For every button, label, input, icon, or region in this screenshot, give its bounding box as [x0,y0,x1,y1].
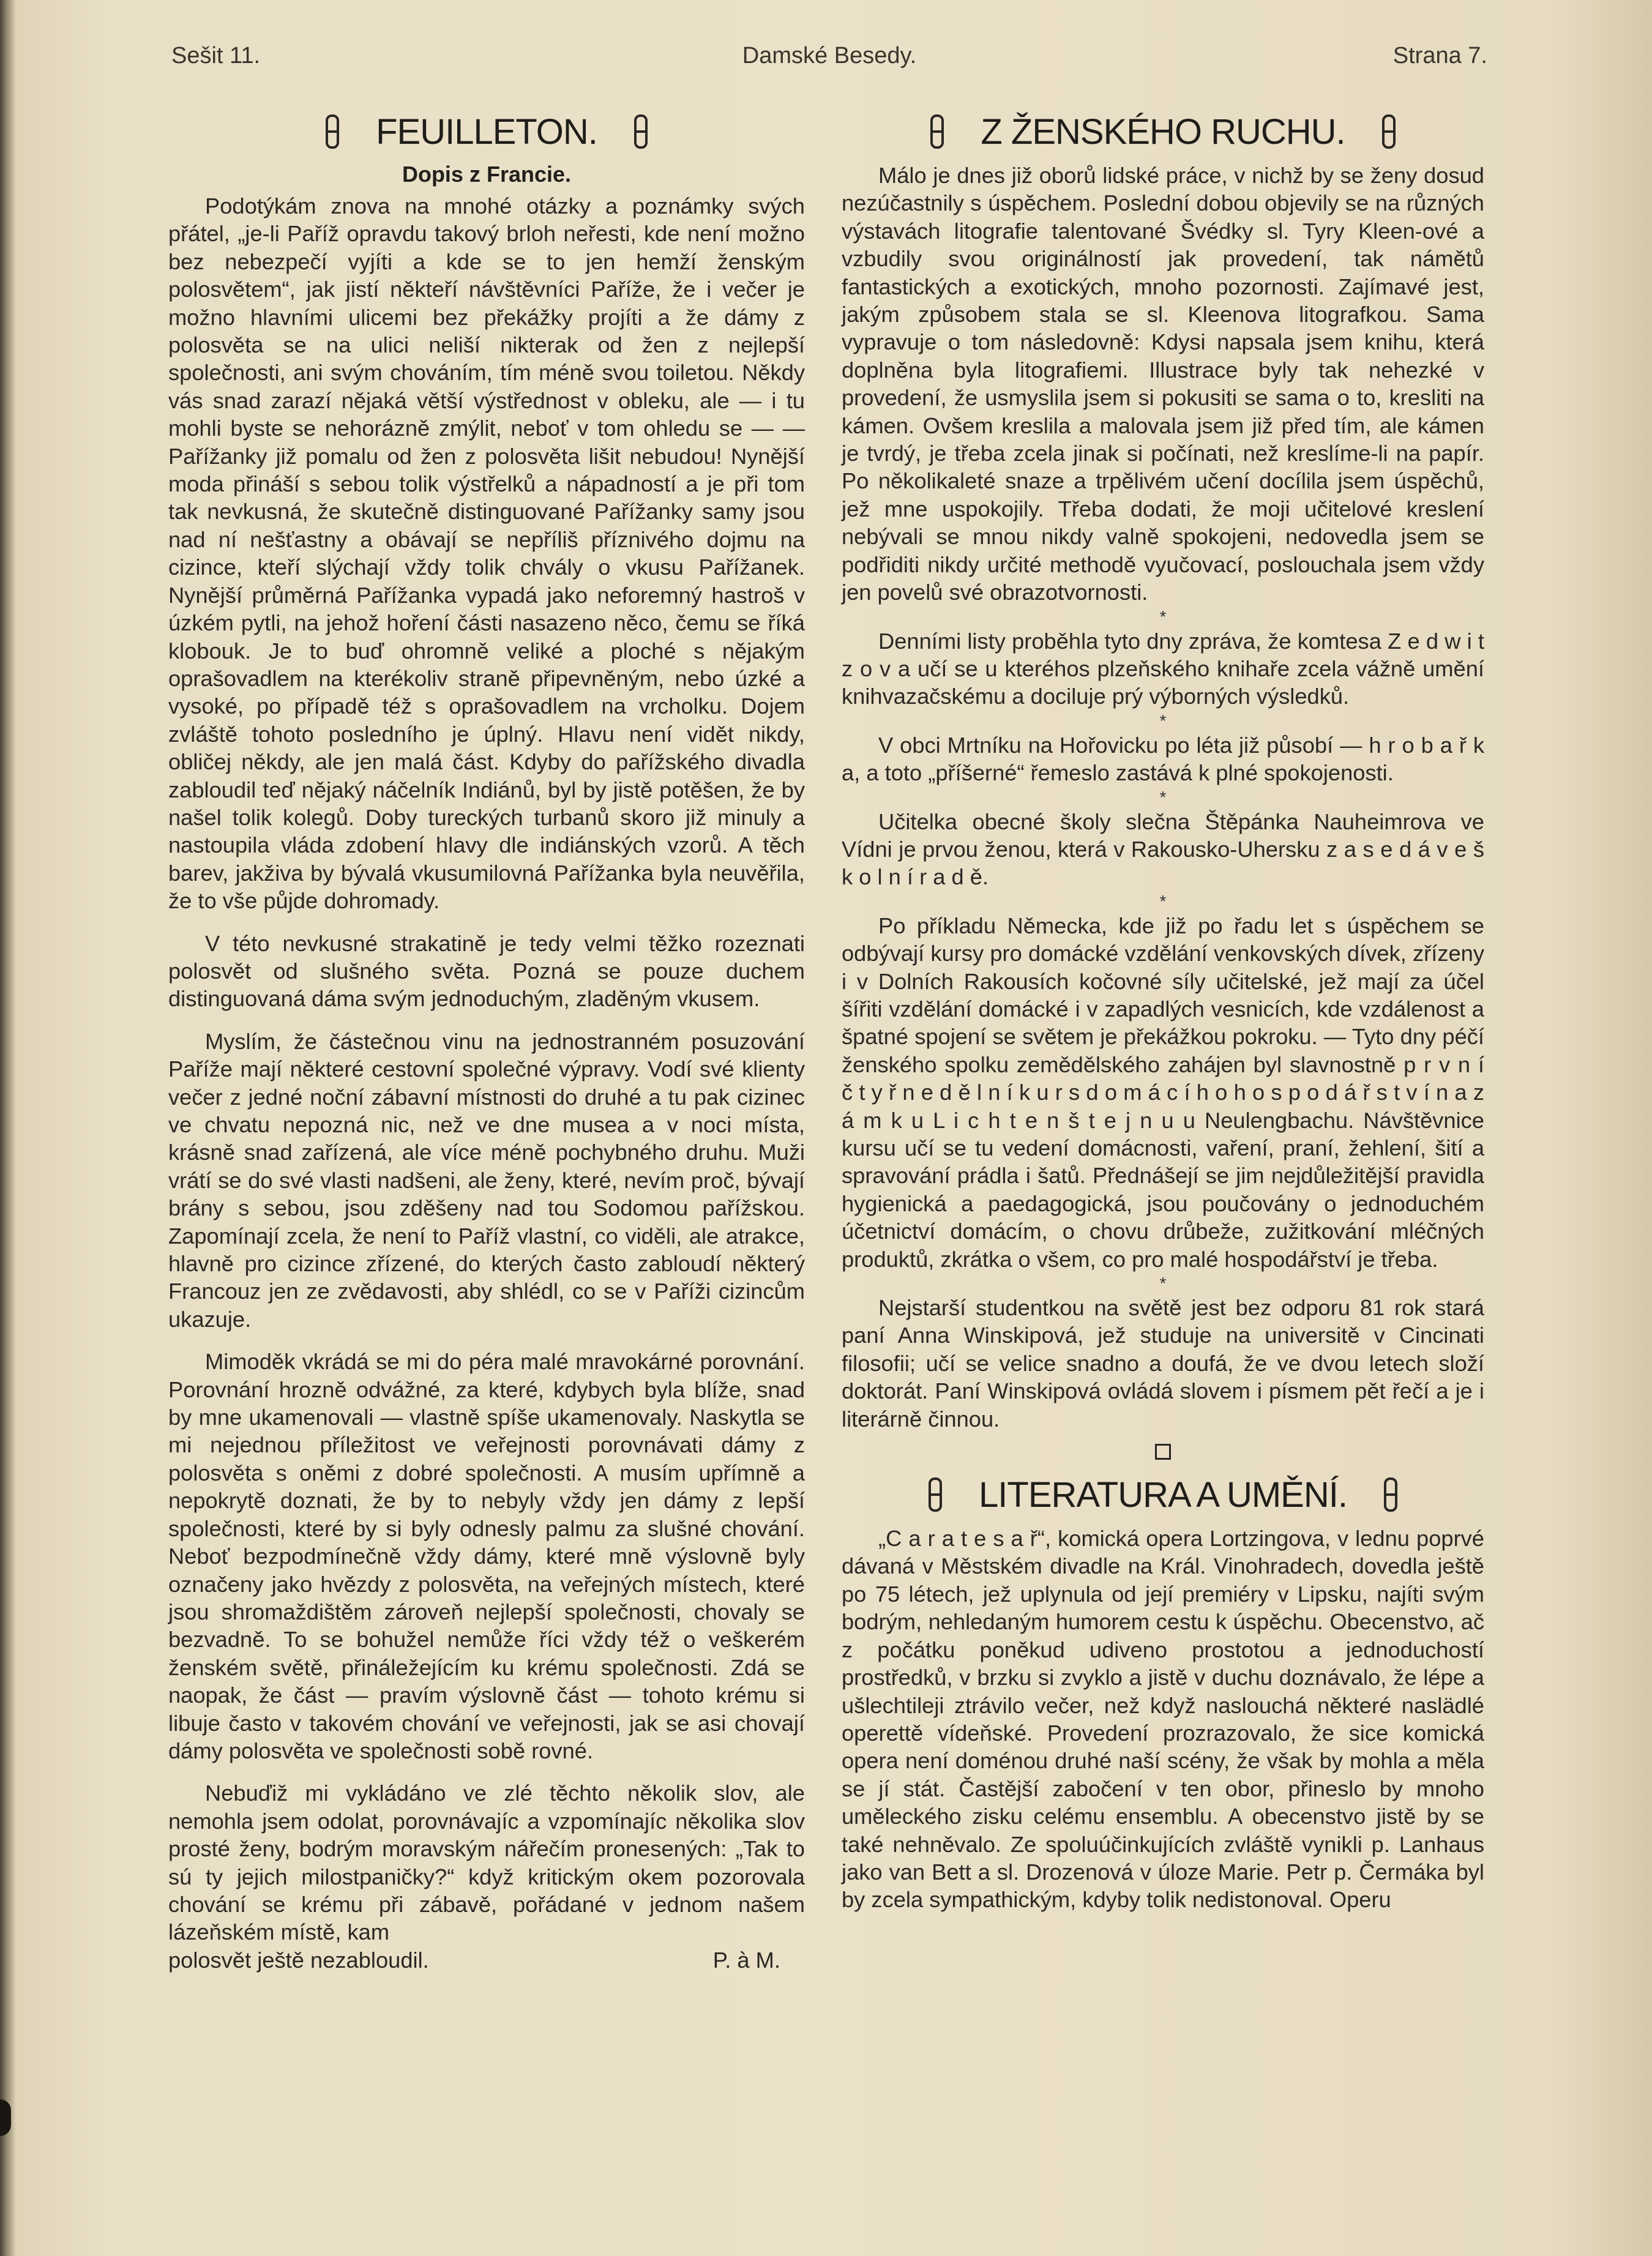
ornament-icon [1384,1477,1397,1512]
section-divider-square [1155,1444,1171,1460]
literature-heading [842,1467,1484,1522]
feuilleton-title: FEUILLETON. [376,111,597,152]
feuilleton-signature: P. à M. [712,1947,780,1973]
feuilleton-last-line: polosvět ještě nezabloudil. [168,1947,429,1973]
page-header [171,43,1487,80]
binding-mark [0,2099,11,2136]
separator-star: * [1159,1274,1167,1293]
feuilleton-closing-line [168,1946,805,1974]
ornament-icon [1382,114,1396,149]
page-edge-shadow [0,0,16,2256]
separator-star: * [1159,787,1167,807]
feuilleton-paragraph: Mimoděk vkrádá se mi do péra malé mravokárné porovnání. Porovnání hrozně odvážné, za které, kdybych byla blíže, snad by mne ukamenovali — vlastně spíše ukamenovaly. Naskytla se mi nejednou příležitost ve veřejnosti porovnávati dámy z polosvěta s oněmi z dobré společnosti. A musím upřímně a nepokrytě doznati, že by to nebyly vždy jen dámy z lepší společnosti, které by si byly odnesly palmu za slušné chování. Neboť bezpodmínečně vždy dámy, které mně výslovně byly označeny jako hvězdy z polosvěta, na veřejných místech, které jsou shromaždištěm zároveň nejlepší společnosti, chovaly se bezvadně. To se bohužel nemůže říci vždy též o veškerém ženském světě, přináležejícím ku krému společnosti. Zdá se naopak, že část — pravím výslovně část — tohoto krému si libuje často v takovém chování ve veřejnosti, jak se asi chovají dámy polosvěta ve společnosti sobě rovné. [168,1349,805,1763]
ornament-icon [929,1477,942,1512]
feuilleton-paragraph: Myslím, že částečnou vinu na jednostranném posuzování Paříže mají některé cestovní společné výpravy. Vodí své klienty večer z jedné noční zábavní místnosti do druhé a tu pak cizinec ve chvatu nepozná nic, než ve dne musea a v noci místa, krásně snad zařízená, ale více méně pochybného druhu. Muži vrátí se do své vlasti nadšeni, ale ženy, které, nevím proč, bývají brány s sebou, jsou zděšeny nad tou Sodomou pařížskou. Zapomínají zcela, že není to Paříž vlastní, co viděli, ale atrakce, hlavně pro cizince zřízené, do kterých často zabloudí některý Francouz jen ze zvědavosti, aby shlédl, co se v Paříži cizincům ukazuje. [168,1028,805,1332]
separator-star: * [1159,711,1167,730]
news-item: Po příkladu Německa, kde již po řadu let s úspěchem se odbývají kursy pro domácké vzdělání venkovských dívek, zřízeny i v Dolních Rakousích kočovné síly učitelské, jež mají za účel šířiti vzdělání domácké i v zapadlých vesnicích, kde vzdálenost a špatné spojení se světem je překážkou pokroku. — Tyto dny péčí ženského spolku zemědělského zahájen byl slavnostně p r v n í č t y ř n e d ě l n í k u r s d o m á c í h o h o s p o d á ř s t v í n a z á m k u L i c h t e n š t e j n u u Neulengbachu. Návštěvnice kursu učí se tu vedení domácnosti, vaření, praní, žehlení, šití a spravování prádla i šatů. Přednášejí se jim nejdůležitější pravidla hygienická a paedagogická, jsou poučovány o jednoduchém účetnictví domácím, o chovu drůbeže, zužitkování mléčných produktů, zkrátka o všem, co pro malé hospodářství je třeba. [842,913,1484,1272]
news-item: Nejstarší studentkou na světě jest bez odporu 81 rok stará paní Anna Winskipová, jež studuje na universitě v Cincinati filosofii; učí se velice snadno a doufá, že ve dvou letech složí doktorát. Paní Winskipová ovládá slovem i písmem pět řečí a je i literárně činnou. [842,1295,1484,1432]
header-periodical-name: Damské Besedy. [742,43,917,69]
feuilleton-heading [168,104,805,159]
feuilleton-paragraph: V této nevkusné strakatině je tedy velmi těžko rozeznati polosvět od slušného světa. Pozná se pouze duchem distinguovaná dáma svým jednoduchým, zladěným vkusem. [168,930,805,1012]
news-item: Málo je dnes již oborů lidské práce, v nichž by se ženy dosud nezúčastnily s úspěchem. Poslední dobou objevily se na různých výstavách litografie talentované Švédky sl. Tyry Kleen-ové a vzbudily svou originálností jak provedení, tak námětů fantastických a exotických, mnoho pozornosti. Zajímavé jest, jakým způsobem stala se sl. Kleenova litografkou. Sama vypravuje o tom následovně: Kdysi napsala jsem knihu, která doplněna byla litografiemi. Illustrace byly tak nehezké v provedení, že usmyslila jsem si pokusiti se sama o to, kresliti na kámen. Ovšem kreslila a malovala jsem již před tím, ale kámen je tvrdý, je třeba zcela jinak si počínati, než kreslíme-li na papír. Po několikaleté snaze a trpělivém učení docílila jsem úspěchů, jež mne uspokojily. Třeba dodati, že moji učitelové kreslení nebývali se mnou nikdy valně spokojeni, nedovedla jsem se podřiditi nikdy určité methodě vyučovací, poslouchala jsem vždy jen povelů své obrazotvornosti. [842,163,1484,605]
ornament-icon [634,114,648,149]
news-item: Denními listy proběhla tyto dny zpráva, že komtesa Z e d w i t z o v a učí se u kteréhos plzeňského knihaře zcela vážně umění knihvazačskému a dociluje prý výborných výsledků. [842,628,1484,709]
women-movement-title: Z ŽENSKÉHO RUCHU. [981,111,1345,152]
ornament-icon [930,114,944,149]
header-page-number: Strana 7. [1392,43,1487,69]
ornament-icon [326,114,339,149]
left-column [168,104,805,1974]
literature-paragraph: „C a r a t e s a ř“, komická opera Lortzingova, v lednu poprvé dávaná v Městském divadle na Král. Vinohradech, dovedla ještě po 75 létech, jež uplynula od její premiéry v Lipsku, najíti svým bodrým, nehledaným humorem cestu k úspěchu. Obecenstvo, ač z počátku poněkud udiveno prostotou a jednoduchostí prostředků, v brzku si zvyklo a jistě v duchu doznávalo, že lépe a ušlechtileji ztrávilo večer, než když naslouchá některé naslädlé operettě vídeňské. Provedení prozrazovalo, že sice komická opera není doménou druhé naší scény, že však by mohla a měla se jí stát. Častější zabočení v ten obor, přineslo by mnoho uměleckého zisku celému ensemblu. A obecenstvo jistě by se také nehněvalo. Ze spoluúčinkujících zvláště vynikli p. Lanhaus jako van Bett a sl. Drozenová v úloze Marie. Petr p. Čermáka byl by zcela sympathickým, kdyby tolik nedistonoval. Operu [842,1526,1484,1913]
separator-star: * [1159,891,1167,911]
women-movement-heading [842,104,1484,159]
separator-star: * [1159,607,1167,626]
news-item: V obci Mrtníku na Hořovicku po léta již působí — h r o b a ř k a, a toto „příšerné“ řemeslo zastává k plné spokojenosti. [842,732,1484,786]
news-item: Učitelka obecné školy slečna Štěpánka Nauheimrova ve Vídni je prvou ženou, která v Rakousko-Uhersku z a s e d á v e š k o l n í r a d ě. [842,809,1484,890]
feuilleton-paragraph: Podotýkám znova na mnohé otázky a poznámky svých přátel, „je-li Paříž opravdu takový brloh neřesti, kde není možno bez nebezpečí vyjíti a kde se to jen hemží ženským polosvětem“, jak jistí někteří návštěvníci Paříže, že i večer je možno hlavními ulicemi bez překážky projíti a že dámy z polosvěta se na ulici neliší nikterak od žen z nejlepší společnosti, ani svým chováním, tím méně svou toiletou. Někdy vás snad zarazí nějaká větší výstřednost v obleku, ale — i tu mohli byste se nehorázně zmýlit, neboť v tom ohledu se — — Pařížanky již pomalu od žen z polosvěta lišit nebudou! Nynější moda přináší s sebou tolik výstřelků a nápadností a je při tom tak nevkusná, že skutečně distinguované Pařížanky samy jsou nad ní nešťastny a obávají se nepříliš příznivého dojmu na cizince, kteří slýchají vždy tolik chvály o vkusu Pařížanek. Nynější průměrná Pařížanka vypadá jako neforemný hastroš v úzkém pytli, na jehož hoření části nasazeno něco, čemu se říká klobouk. Je to buď ohromně veliké a ploché s nějakým oprašovadlem na kterékoliv straně připevněným, nebo úzké a vysoké, po případě též s oprašovadlem na vrcholku. Dojem zvláště tohoto posledního je úplný. Hlavu není vidět nikdy, obličej někdy, ale jen malá část. Kdyby do pařížského divadla zabloudil teď nějaký náčelník Indiánů, byl by jistě potěšen, že by našel tolik kolegů. Doby tureckých turbanů skoro již minuly a nastoupila vláda zdobení hlavy dle indiánských vzorů. A těch barev, jakživa by bývalá vkusumilovná Pařížanka byla neuvěřila, že to vše půjde dohromady. [168,193,805,914]
header-issue-number: Sešit 11. [171,43,261,69]
feuilleton-paragraph: Nebuďiž mi vykládáno ve zlé těchto několik slov, ale nemohla jsem odolat, porovnávajíc a vzpomínajíc několika slov prosté ženy, bodrým moravským nářečím pronesených: „Tak to sú ty jejich milostpaničky?“ když kritickým okem pozorovala chování se krému při zábavě, pořádané v jednom našem lázeňském místě, kam [168,1780,805,1945]
right-column [842,104,1484,1914]
literature-title: LITERATURA A UMĚNÍ. [979,1474,1347,1515]
feuilleton-subtitle: Dopis z Francie. [402,162,572,187]
